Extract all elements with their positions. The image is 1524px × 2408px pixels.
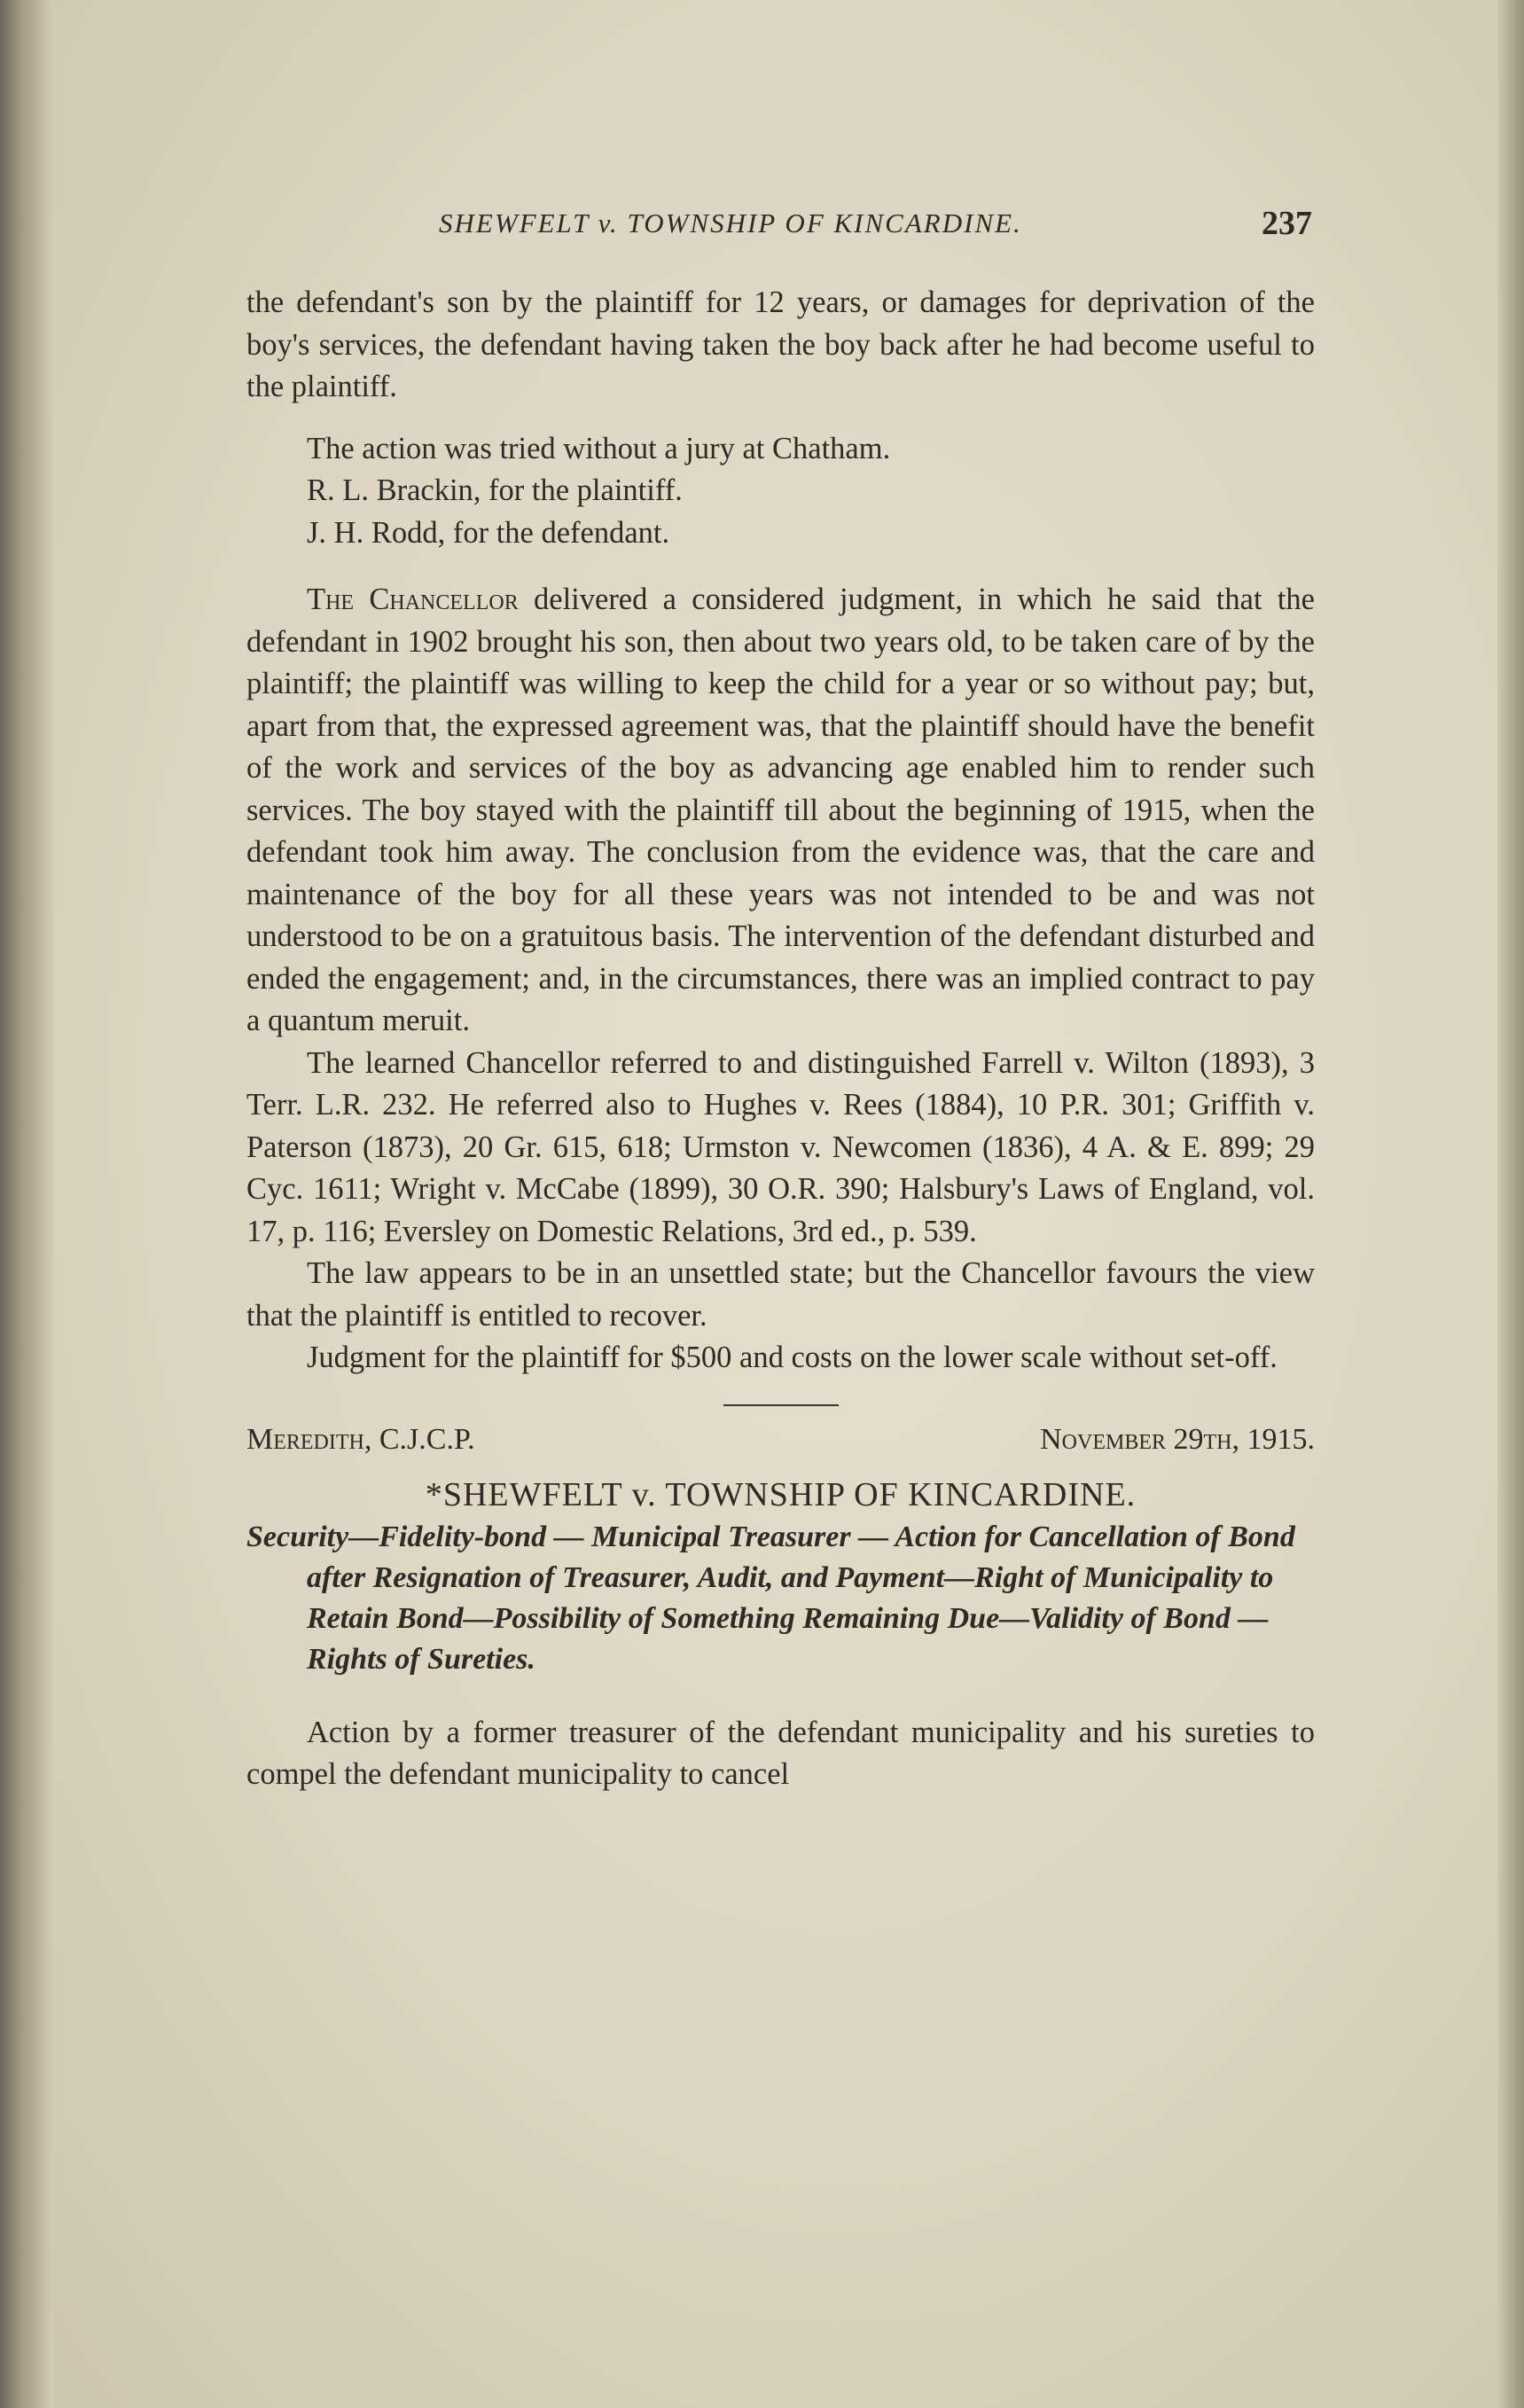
headnote: Security—Fidelity-bond — Municipal Treasurer — Action for Cancellation of Bond after Resignation of Treasurer, Audit, and Payment—Right of Municipality to Retain Bond—Possibility of Something Remaining Due—Validity of Bond —Rights of Sureties. xyxy=(246,1520,1295,1676)
running-head: SHEWFELT v. TOWNSHIP OF KINCARDINE. xyxy=(439,207,1022,238)
judgment-lead: The Chancellor xyxy=(307,582,519,616)
page-number: 237 xyxy=(1262,205,1312,242)
trial-line: The action was tried without a jury at Chatham. xyxy=(307,431,891,465)
section-divider xyxy=(723,1404,839,1406)
counsel-defendant: J. H. Rodd, for the defendant. xyxy=(307,515,670,550)
spacer xyxy=(246,1680,1315,1712)
page-edge-shadow xyxy=(1497,0,1524,2408)
judgment-text: delivered a considered judgment, in which he said that the defendant in 1902 brought his son, then about two years old, to be taken care of by the plaintiff; the plaintiff was willing to keep the child for a year or so without pay; but, apart from that, the expressed agreement was, that the plaintiff should have the benefit of the work and services of the boy as advancing age enabled him to render such services. The boy stayed with the plaintiff till about the beginning of 1915, when the defendant took him away. The conclusion from the evidence was, that the care and maintenance of the boy for all these years was not intended to be and was not understood to be on a gratuitous basis. The intervention of the defendant disturbed and ended the engagement; and, in the circumstances, there was an implied contract to pay a quantum meruit. xyxy=(246,582,1315,1037)
citations-paragraph: The learned Chancellor referred to and distinguished Farrell v. Wilton (1893), 3 Terr. L.R. 232. He referred also to Hughes v. Rees (1884), 10 P.R. 301; Griffith v. Paterson (1873), 20 Gr. 615, 618; Urmston v. Newcomen (1836), 4 A. & E. 899; 29 Cyc. 1611; Wright v. McCabe (1899), 30 O.R. 390; Halsbury's Laws of England, vol. 17, p. 116; Eversley on Domestic Relations, 3rd ed., p. 539. xyxy=(246,1045,1315,1248)
book-gutter-shadow xyxy=(0,0,53,2408)
law-paragraph: The law appears to be in an unsettled state; but the Chancellor favours the view that the plaintiff is entitled to recover. xyxy=(246,1256,1315,1333)
case-title: *SHEWFELT v. TOWNSHIP OF KINCARDINE. xyxy=(425,1476,1137,1513)
page-header xyxy=(248,200,1312,254)
judgment-paragraph xyxy=(246,579,1315,1043)
case-byline xyxy=(246,1419,1315,1461)
judge-name: Meredith, C.J.C.P. xyxy=(246,1422,475,1456)
opening-paragraph: Action by a former treasurer of the defendant municipality and his sureties to compel the defendant municipality to cancel xyxy=(246,1715,1315,1791)
case-date: November 29th, 1915. xyxy=(1040,1422,1315,1456)
counsel-plaintiff: R. L. Brackin, for the plaintiff. xyxy=(307,473,683,507)
page-body xyxy=(246,282,1315,1796)
judgment-result: Judgment for the plaintiff for $500 and costs on the lower scale without set-off. xyxy=(307,1341,1278,1374)
continuation-paragraph: the defendant's son by the plaintiff for 12 years, or damages for deprivation of the boy's services, the defendant having taken the boy back after he had become useful to the plaintiff. xyxy=(246,285,1315,403)
